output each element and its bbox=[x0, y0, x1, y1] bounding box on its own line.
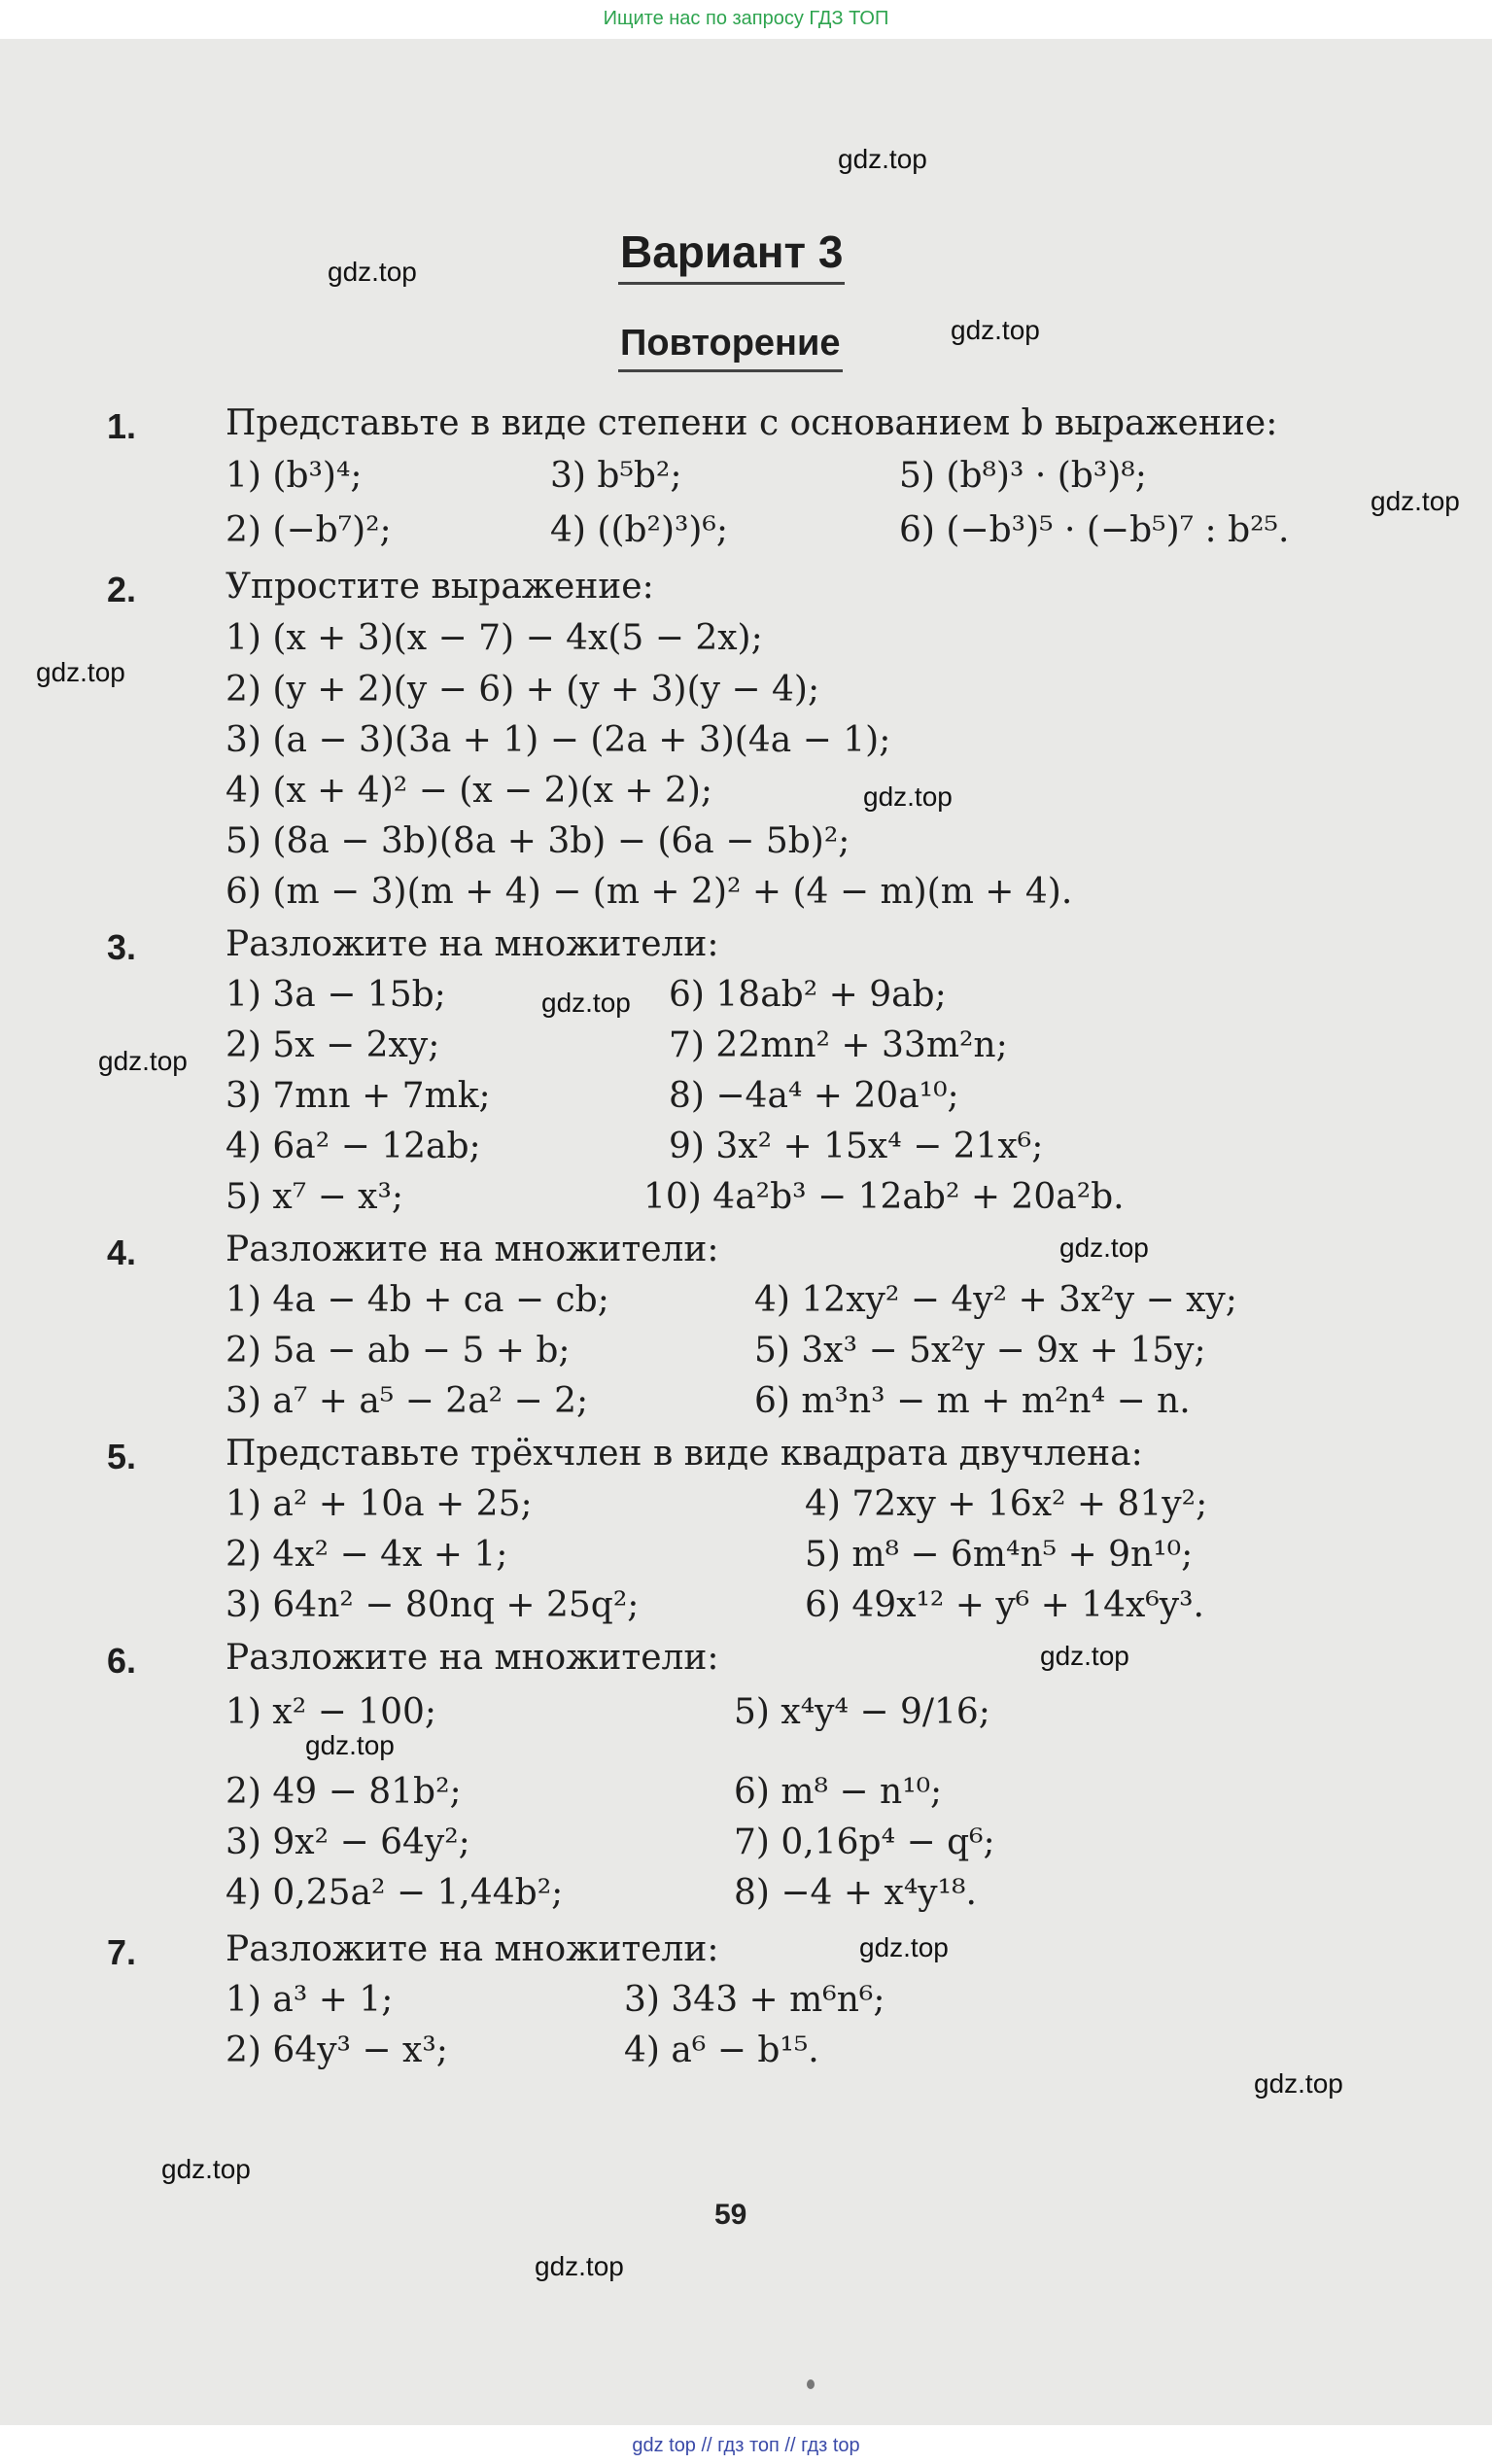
task-item: 4) 72xy + 16x² + 81y²; bbox=[805, 1484, 1208, 1524]
task-item: 2) 49 − 81b²; bbox=[226, 1772, 462, 1812]
page-subtitle: Повторение bbox=[618, 321, 843, 372]
watermark: gdz.top bbox=[863, 781, 953, 812]
task-item: 2) 4x² − 4x + 1; bbox=[226, 1535, 508, 1575]
task-item: 2) 5a − ab − 5 + b; bbox=[226, 1331, 571, 1371]
task-3-number: 3. bbox=[107, 927, 137, 967]
task-4-prompt: Разложите на множители: bbox=[226, 1230, 719, 1269]
task-item: 2) (y + 2)(y − 6) + (y + 3)(y − 4); bbox=[226, 670, 820, 710]
task-item: 6) m³n³ − m + m²n⁴ − n. bbox=[754, 1381, 1191, 1421]
task-item: 6) (m − 3)(m + 4) − (m + 2)² + (4 − m)(m + 4). bbox=[226, 872, 1073, 912]
task-item: 7) 0,16p⁴ − q⁶; bbox=[734, 1822, 995, 1862]
task-item: 3) 7mn + 7mk; bbox=[226, 1076, 491, 1116]
task-1-prompt: Представьте в виде степени с основанием b выражение: bbox=[226, 403, 1278, 443]
task-5-prompt: Представьте трёхчлен в виде квадрата двучлена: bbox=[226, 1434, 1143, 1474]
task-2-prompt: Упростите выражение: bbox=[226, 567, 654, 607]
watermark: gdz.top bbox=[328, 257, 417, 287]
task-item: 2) 64y³ − x³; bbox=[226, 2030, 448, 2070]
task-item: 3) 343 + m⁶n⁶; bbox=[624, 1980, 885, 2020]
task-7-prompt: Разложите на множители: bbox=[226, 1929, 719, 1969]
watermark: gdz.top bbox=[1254, 2068, 1343, 2099]
task-item: 2) (−b⁷)²; bbox=[226, 510, 392, 550]
task-6-number: 6. bbox=[107, 1641, 137, 1681]
task-item: 6) m⁸ − n¹⁰; bbox=[734, 1772, 943, 1812]
watermark: gdz.top bbox=[951, 315, 1040, 345]
task-5-number: 5. bbox=[107, 1437, 137, 1476]
watermark: gdz.top bbox=[161, 2154, 251, 2184]
task-item: 6) (−b³)⁵ · (−b⁵)⁷ : b²⁵. bbox=[899, 510, 1290, 550]
bottom-banner[interactable]: gdz top // гдз топ // гдз top bbox=[0, 2427, 1492, 2464]
task-item: 1) a³ + 1; bbox=[226, 1980, 394, 2020]
task-2-number: 2. bbox=[107, 570, 137, 609]
watermark: gdz.top bbox=[98, 1046, 188, 1076]
task-item: 4) 6a² − 12ab; bbox=[226, 1127, 481, 1166]
task-item: 5) x⁷ − x³; bbox=[226, 1177, 404, 1217]
task-item: 3) 9x² − 64y²; bbox=[226, 1822, 470, 1862]
task-item: 8) −4 + x⁴y¹⁸. bbox=[734, 1873, 977, 1913]
task-1-number: 1. bbox=[107, 406, 137, 446]
task-item: 1) a² + 10a + 25; bbox=[226, 1484, 533, 1524]
task-item: 4) ((b²)³)⁶; bbox=[550, 510, 729, 550]
task-item: 1) x² − 100; bbox=[226, 1692, 437, 1732]
task-item: 1) (b³)⁴; bbox=[226, 456, 363, 496]
task-item: 4) (x + 4)² − (x − 2)(x + 2); bbox=[226, 771, 713, 811]
task-item: 5) (b⁸)³ · (b³)⁸; bbox=[899, 456, 1147, 496]
page-speck bbox=[807, 2379, 815, 2389]
task-item: 4) 12xy² − 4y² + 3x²y − xy; bbox=[754, 1280, 1237, 1320]
task-item: 7) 22mn² + 33m²n; bbox=[669, 1025, 1008, 1065]
task-item: 4) 0,25a² − 1,44b²; bbox=[226, 1873, 564, 1913]
task-item: 5) (8a − 3b)(8a + 3b) − (6a − 5b)²; bbox=[226, 821, 850, 861]
watermark: gdz.top bbox=[36, 657, 125, 687]
task-item: 1) (x + 3)(x − 7) − 4x(5 − 2x); bbox=[226, 618, 763, 658]
page-number: 59 bbox=[714, 2199, 747, 2231]
watermark: gdz.top bbox=[535, 2251, 624, 2281]
task-item: 3) 64n² − 80nq + 25q²; bbox=[226, 1585, 640, 1625]
task-item: 1) 4a − 4b + ca − cb; bbox=[226, 1280, 609, 1320]
watermark: gdz.top bbox=[1059, 1232, 1149, 1263]
task-item: 5) x⁴y⁴ − 9/16; bbox=[734, 1692, 990, 1732]
task-item: 8) −4a⁴ + 20a¹⁰; bbox=[669, 1076, 959, 1116]
watermark: gdz.top bbox=[1371, 486, 1460, 516]
watermark: gdz.top bbox=[859, 1932, 949, 1962]
task-item: 3) a⁷ + a⁵ − 2a² − 2; bbox=[226, 1381, 589, 1421]
task-item: 10) 4a²b³ − 12ab² + 20a²b. bbox=[643, 1177, 1125, 1217]
task-item: 1) 3a − 15b; bbox=[226, 975, 446, 1015]
task-item: 2) 5x − 2xy; bbox=[226, 1025, 440, 1065]
task-item: 4) a⁶ − b¹⁵. bbox=[624, 2030, 819, 2070]
watermark: gdz.top bbox=[541, 988, 631, 1018]
task-item: 6) 49x¹² + y⁶ + 14x⁶y³. bbox=[805, 1585, 1204, 1625]
top-banner[interactable]: Ищите нас по запросу ГДЗ ТОП bbox=[0, 0, 1492, 37]
watermark: gdz.top bbox=[305, 1730, 395, 1760]
task-6-prompt: Разложите на множители: bbox=[226, 1638, 719, 1678]
page-title: Вариант 3 bbox=[618, 226, 845, 285]
task-item: 9) 3x² + 15x⁴ − 21x⁶; bbox=[669, 1127, 1044, 1166]
task-item: 5) 3x³ − 5x²y − 9x + 15y; bbox=[754, 1331, 1206, 1371]
task-item: 5) m⁸ − 6m⁴n⁵ + 9n¹⁰; bbox=[805, 1535, 1194, 1575]
watermark: gdz.top bbox=[838, 144, 927, 174]
task-item: 3) b⁵b²; bbox=[550, 456, 682, 496]
task-3-prompt: Разложите на множители: bbox=[226, 924, 719, 964]
task-item: 6) 18ab² + 9ab; bbox=[669, 975, 947, 1015]
task-item: 3) (a − 3)(3a + 1) − (2a + 3)(4a − 1); bbox=[226, 720, 891, 760]
watermark: gdz.top bbox=[1040, 1641, 1129, 1671]
task-4-number: 4. bbox=[107, 1232, 137, 1272]
task-7-number: 7. bbox=[107, 1932, 137, 1972]
